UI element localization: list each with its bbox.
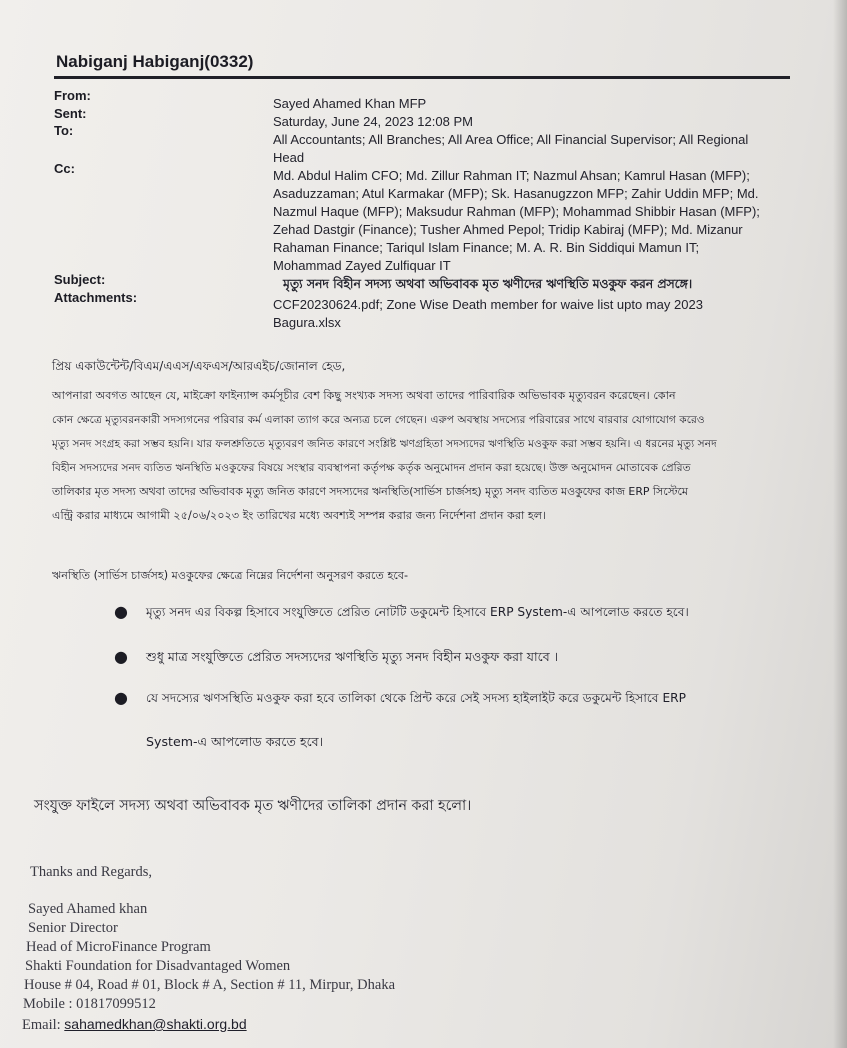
thanks-line: Thanks and Regards, [30,864,153,880]
signature-address: House # 04, Road # 01, Block # A, Section # 11, Mirpur, Dhaka [24,977,396,993]
signature-name: Sayed Ahamed khan [28,901,148,917]
cc-line: Nazmul Haque (MFP); Maksudur Rahman (MFP); Mohammad Shibbir Hasan (MFP); [273,204,760,219]
subject-value: মৃত্যু সনদ বিহীন সদস্য অথবা অভিবাবক মৃত ঋণীদের ঋণস্থিতি মওকুফ করন প্রসঙ্গে। [283,277,693,291]
bullet-item: মৃত্যু সনদ এর বিকল্প হিসাবে সংযুক্তিতে প্রেরিত নোটটি ডকুমেন্ট হিসাবে ERP System-এ আপলোড করতে হবে। [146,605,689,619]
bullet-dot: ● [114,688,128,707]
bullet-dot: ● [114,647,128,666]
cc-line: Zehad Dastgir (Finance); Tusher Ahmed Pepol; Tridip Kabiraj (MFP); Md. Mizanur [273,222,743,237]
signature-designation: Senior Director [28,920,118,936]
signature-organization: Shakti Foundation for Disadvantaged Women [25,958,291,974]
header-divider [54,76,790,79]
signature-email-row [22,1016,247,1034]
email-link[interactable]: sahamedkhan@shakti.org.bd [64,1016,247,1032]
bullet-continuation: System-এ আপলোড করতে হবে। [146,734,324,749]
instruction-heading: ঋনস্থিতি (সার্ভিস চার্জসহ) মওকুফের ক্ষেত্রে নিম্নের নির্দেশনা অনুসরণ করতে হবে- [52,569,409,582]
page-edge-shadow [833,0,847,1048]
cc-line: Rahaman Finance; Tariqul Islam Finance; M. A. R. Bin Siddiqui Mamun IT; [273,240,700,255]
bullet-item: শুধু মাত্র সংযুক্তিতে প্রেরিত সদস্যদের ঋণস্থিতি মৃত্যু সনদ বিহীন মওকুফ করা যাবে । [146,649,559,664]
attachment-line: CCF20230624.pdf; Zone Wise Death member for waive list upto may 2023 [273,297,703,312]
bullet-item: যে সদস্যের ঋণসস্থিতি মওকুফ করা হবে তালিকা থেকে প্রিন্ট করে সেই সদস্য হাইলাইট করে ডকুমেন্ট হিসাবে ERP [146,691,686,705]
cc-line: Md. Abdul Halim CFO; Md. Zillur Rahman IT; Nazmul Ahsan; Kamrul Hasan (MFP); [273,168,750,183]
signature-department: Head of MicroFinance Program [26,939,211,955]
from-label: From: [54,88,91,103]
attachment-line: Bagura.xlsx [273,315,341,330]
signature-mobile: Mobile : 01817099512 [23,996,156,1012]
greeting: প্রিয় একাউন্টেন্ট/বিএম/এএস/এফএস/আরএইচ/জোনাল হেড, [52,359,346,373]
attachments-label: Attachments: [54,290,138,305]
paragraph-line: কোন ক্ষেত্রে মৃত্যুবরনকারী সদস্যগনের পরিবার কর্ম এলাকা ত্যাগ করে অন্যত্র চলে গেছেন। এরুপ অবস্থায় সদস্যের পরিবারের সাথে বারবার যোগাযোগ করেও [52,413,705,426]
paragraph-line: এন্ট্রি করার মাধ্যমে আগামী ২৫/০৬/২০২৩ ইং তারিখের মধ্যে অবশ্যই সম্পন্ন করার জন্য নির্দেশনা প্রদান করা হল। [52,509,547,522]
paragraph-line: আপনারা অবগত আছেন যে, মাইক্রো ফাইন্যান্স কর্মসূচীর বেশ কিছু সংখ্যক সদস্য অথবা তাদের পারিবারিক অভিভাবক মৃত্যুবরন করেছেন। কোন [52,389,676,402]
subject-label: Subject: [54,272,106,287]
to-label: To: [54,123,74,138]
closing-line: সংযুক্ত ফাইলে সদস্য অথবা অভিবাবক মৃত ঋণীদের তালিকা প্রদান করা হলো। [34,798,472,814]
sent-label: Sent: [54,106,87,121]
to-line: Head [273,150,305,165]
cc-line: Asaduzzaman; Atul Karmakar (MFP); Sk. Hasanugzzon MFP; Zahir Uddin MFP; Md. [273,186,759,201]
cc-label: Cc: [54,161,75,176]
to-line: All Accountants; All Branches; All Area Office; All Financial Supervisor; All Regional [273,132,749,147]
paragraph-line: মৃত্যু সনদ সংগ্রহ করা সম্ভব হয়নি। যার ফলশ্রুতিতে মৃত্যুবরণ জনিত কারণে সংশ্লিষ্ট ঋণগ্রহিতা সদস্যদের ঋণস্থিতি মওকুফ করা সম্ভব হয়নি। এ ধরনের মৃত্যু সনদ [52,437,717,450]
email-label: Email: [22,1017,65,1033]
cc-line: Mohammad Zayed Zulfiquar IT [273,258,451,273]
mailbox-title: Nabiganj Habiganj(0332) [56,52,254,71]
paragraph-line: বিহীন সদস্যদের সনদ ব্যতিত ঋনস্থিতি মওকুফের বিষয়ে সংস্থার ব্যবস্থাপনা কর্তৃপক্ষ কর্তৃক অনুমোদন প্রদান করা হয়েছে। উক্ত অনুমোদন মোতাবেক প্রেরিত [52,461,691,474]
bullet-dot: ● [114,602,128,621]
from-value: Sayed Ahamed Khan MFP [273,96,427,111]
paragraph-line: তালিকার মৃত সদস্য অথবা তাদের অভিবাবক মৃত্যু জনিত কারণে সদস্যদের ঋনস্থিতি(সার্ভিস চার্জসহ) মৃত্যু সনদ ব্যতিত মওকুফের কাজ ERP সিস্টেমে [52,485,688,498]
sent-value: Saturday, June 24, 2023 12:08 PM [273,114,473,129]
